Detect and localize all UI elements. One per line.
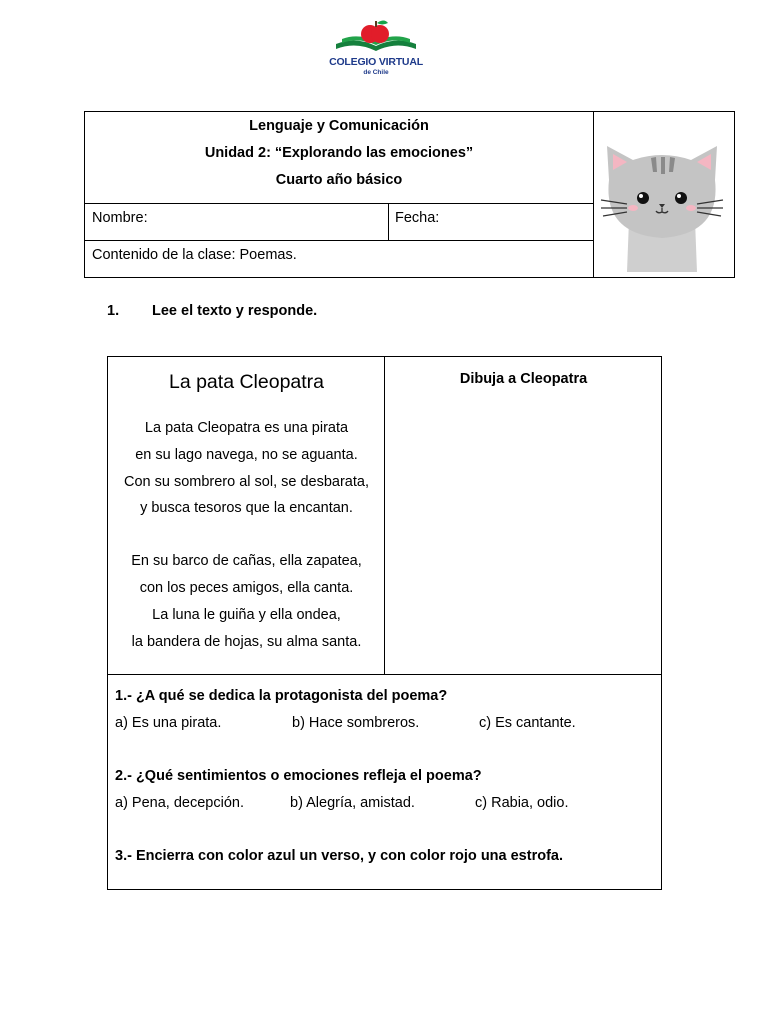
poem-title: La pata Cleopatra	[168, 371, 325, 393]
answer-option[interactable]: b) Alegría, amistad.	[290, 795, 415, 811]
answer-option[interactable]: c) Es cantante.	[479, 715, 576, 731]
activity-table	[107, 356, 662, 890]
poem-verse: la bandera de hojas, su alma santa.	[131, 634, 362, 650]
cat-illustration	[599, 142, 725, 272]
poem-verse: en su lago navega, no se aguanta.	[135, 447, 358, 463]
apple-book-icon	[328, 18, 424, 58]
answer-option[interactable]: a) Pena, decepción.	[115, 795, 244, 811]
header-table	[84, 111, 735, 278]
answer-option[interactable]: b) Hace sombreros.	[292, 715, 420, 731]
poem-verse: En su barco de cañas, ella zapatea,	[131, 553, 362, 569]
poem-verse: La luna le guiña y ella ondea,	[152, 607, 341, 623]
question-2: 2.- ¿Qué sentimientos o emociones refleja el poema?	[115, 768, 482, 784]
answer-option[interactable]: a) Es una pirata.	[115, 715, 222, 731]
date-field-label[interactable]: Fecha:	[395, 210, 440, 226]
poem-verse: La pata Cleopatra es una pirata	[144, 420, 349, 436]
logo-title: COLEGIO VIRTUAL	[329, 56, 423, 68]
logo-subtitle: de Chile	[363, 69, 389, 76]
instruction-number: 1.	[107, 303, 120, 319]
answer-option[interactable]: c) Rabia, odio.	[475, 795, 569, 811]
poem-verse: con los peces amigos, ella canta.	[139, 580, 354, 596]
name-field-label[interactable]: Nombre:	[92, 210, 148, 226]
unit-title: Unidad 2: “Explorando las emociones”	[204, 145, 474, 161]
question-3: 3.- Encierra con color azul un verso, y con color rojo una estrofa.	[115, 848, 563, 864]
question-1: 1.- ¿A qué se dedica la protagonista del poema?	[115, 688, 448, 704]
grade-title: Cuarto año básico	[275, 172, 403, 188]
poem-verse: y busca tesoros que la encantan.	[140, 500, 353, 516]
poem-verse: Con su sombrero al sol, se desbarata,	[123, 474, 369, 490]
subject-title: Lenguaje y Comunicación	[249, 118, 429, 134]
school-logo	[328, 18, 424, 80]
instruction-text: Lee el texto y responde.	[152, 303, 318, 319]
content-label: Contenido de la clase: Poemas.	[92, 247, 297, 263]
drawing-area-label: Dibuja a Cleopatra	[459, 371, 588, 387]
